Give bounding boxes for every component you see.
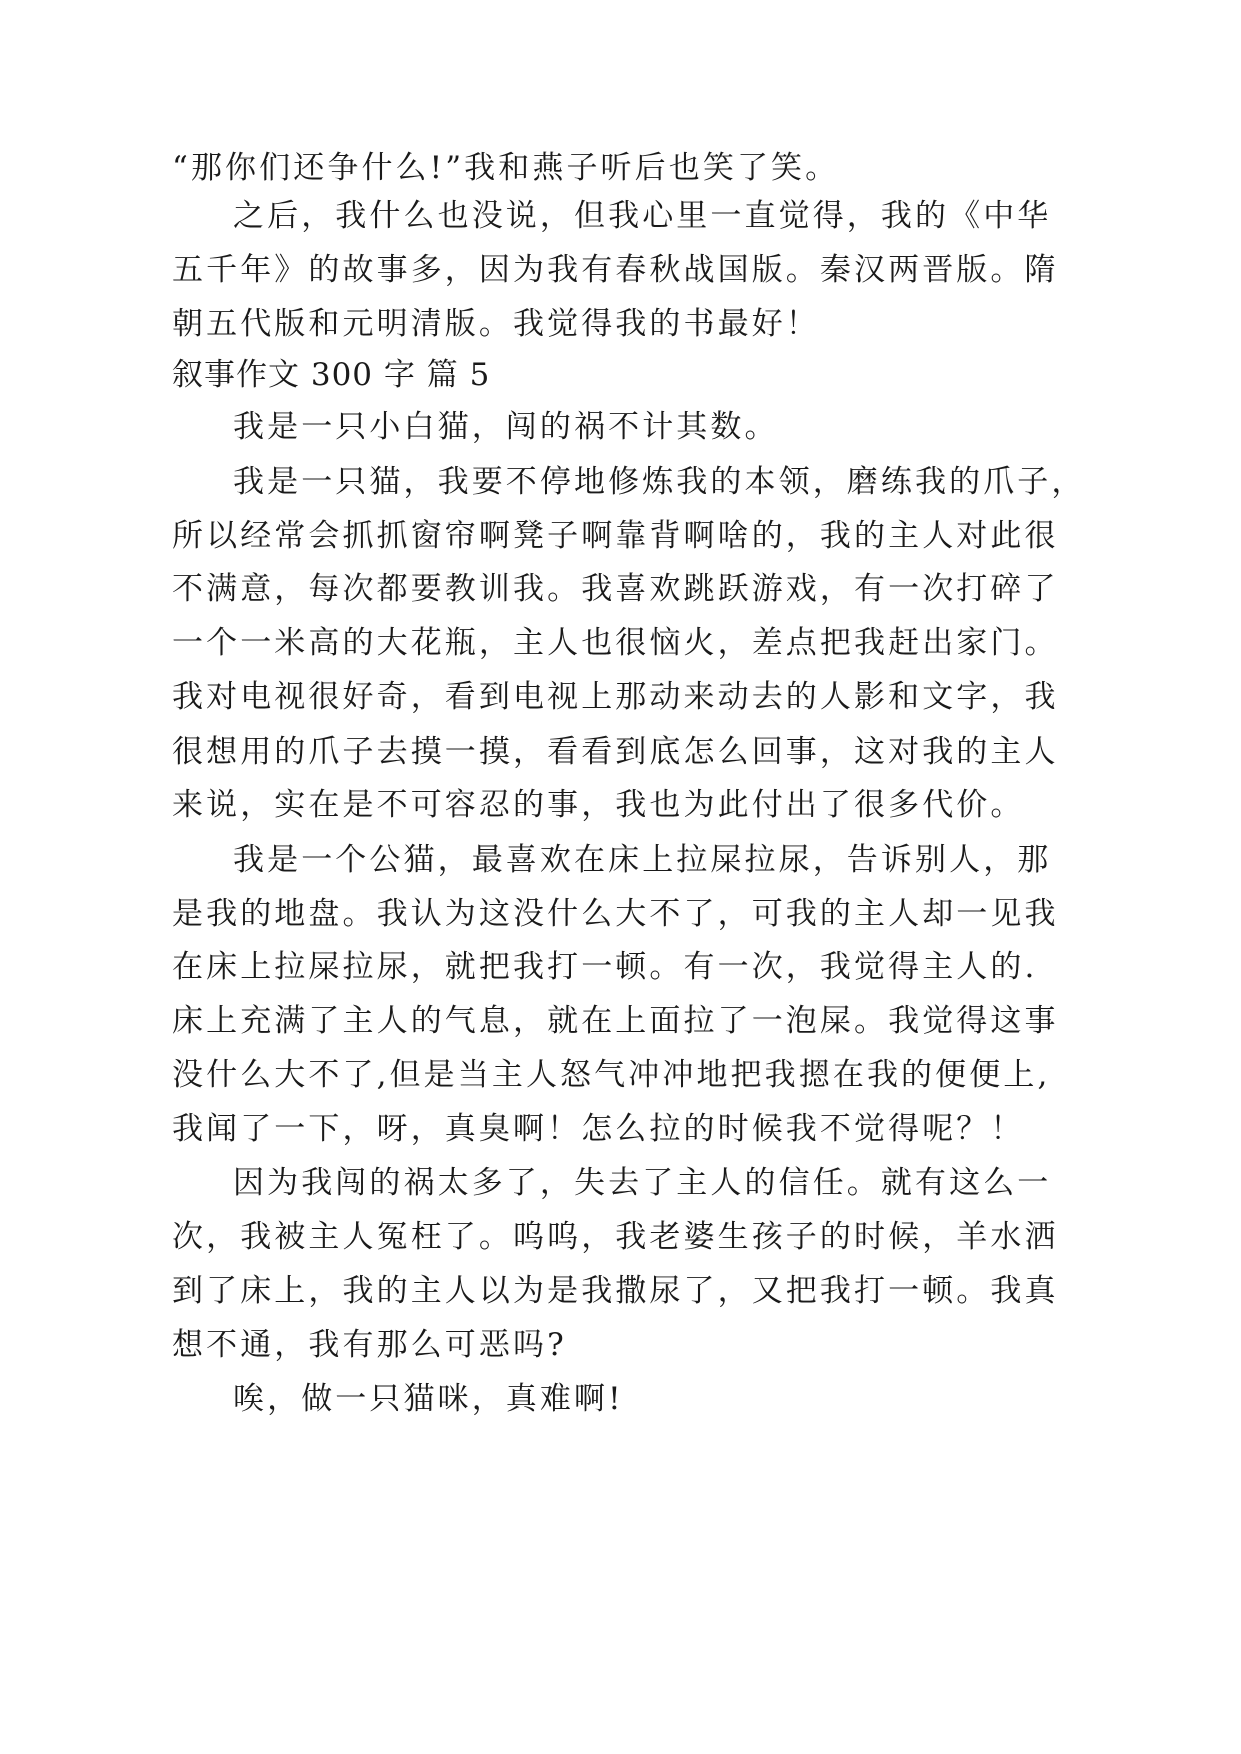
text-line: 朝五代版和元明清版。我觉得我的书最好！ bbox=[172, 306, 820, 342]
text-line: 所以经常会抓抓窗帘啊凳子啊靠背啊啥的，我的主人对此很 bbox=[172, 518, 1059, 554]
text-line: 是我的地盘。我认为这没什么大不了，可我的主人却一见我 bbox=[172, 896, 1059, 932]
paragraph-first-line: 我是一只小白猫，闯的祸不计其数。 bbox=[233, 409, 779, 445]
text-line: 来说，实在是不可容忍的事，我也为此付出了很多代价。 bbox=[172, 787, 1025, 823]
paragraph-first-line: 因为我闯的祸太多了，失去了主人的信任。就有这么一 bbox=[233, 1165, 1052, 1201]
text-line: 想不通，我有那么可恶吗? bbox=[172, 1327, 567, 1363]
paragraph-first-line: 之后，我什么也没说，但我心里一直觉得，我的《中华 bbox=[233, 198, 1052, 234]
text-line: “那你们还争什么!”我和燕子听后也笑了笑。 bbox=[172, 150, 840, 186]
text-line: 没什么大不了,但是当主人怒气冲冲地把我摁在我的便便上, bbox=[172, 1057, 1051, 1093]
text-line: 五千年》的故事多，因为我有春秋战国版。秦汉两晋版。隋 bbox=[172, 252, 1059, 288]
text-line: 很想用的爪子去摸一摸，看看到底怎么回事，这对我的主人 bbox=[172, 734, 1059, 770]
text-line: 不满意，每次都要教训我。我喜欢跳跃游戏，有一次打碎了 bbox=[172, 571, 1059, 607]
text-line: 床上充满了主人的气息，就在上面拉了一泡屎。我觉得这事 bbox=[172, 1003, 1059, 1039]
text-line: 我对电视很好奇，看到电视上那动来动去的人影和文字，我 bbox=[172, 679, 1059, 715]
text-line: 一个一米高的大花瓶，主人也很恼火，差点把我赶出家门。 bbox=[172, 625, 1059, 661]
paragraph-first-line: 我是一只猫，我要不停地修炼我的本领，磨练我的爪子， bbox=[233, 464, 1086, 500]
paragraph-first-line: 唉，做一只猫咪，真难啊! bbox=[233, 1381, 624, 1417]
paragraph-first-line: 我是一个公猫，最喜欢在床上拉屎拉尿，告诉别人，那 bbox=[233, 842, 1052, 878]
text-line: 到了床上，我的主人以为是我撒尿了，又把我打一顿。我真 bbox=[172, 1273, 1059, 1309]
text-line: 我闻了一下，呀，真臭啊！怎么拉的时候我不觉得呢？！ bbox=[172, 1111, 1025, 1147]
text-line: 次，我被主人冤枉了。呜呜，我老婆生孩子的时候，羊水洒 bbox=[172, 1219, 1059, 1255]
text-line: 在床上拉屎拉尿，就把我打一顿。有一次，我觉得主人的. bbox=[172, 949, 1038, 985]
section-heading: 叙事作文 300 字 篇 5 bbox=[172, 357, 491, 393]
